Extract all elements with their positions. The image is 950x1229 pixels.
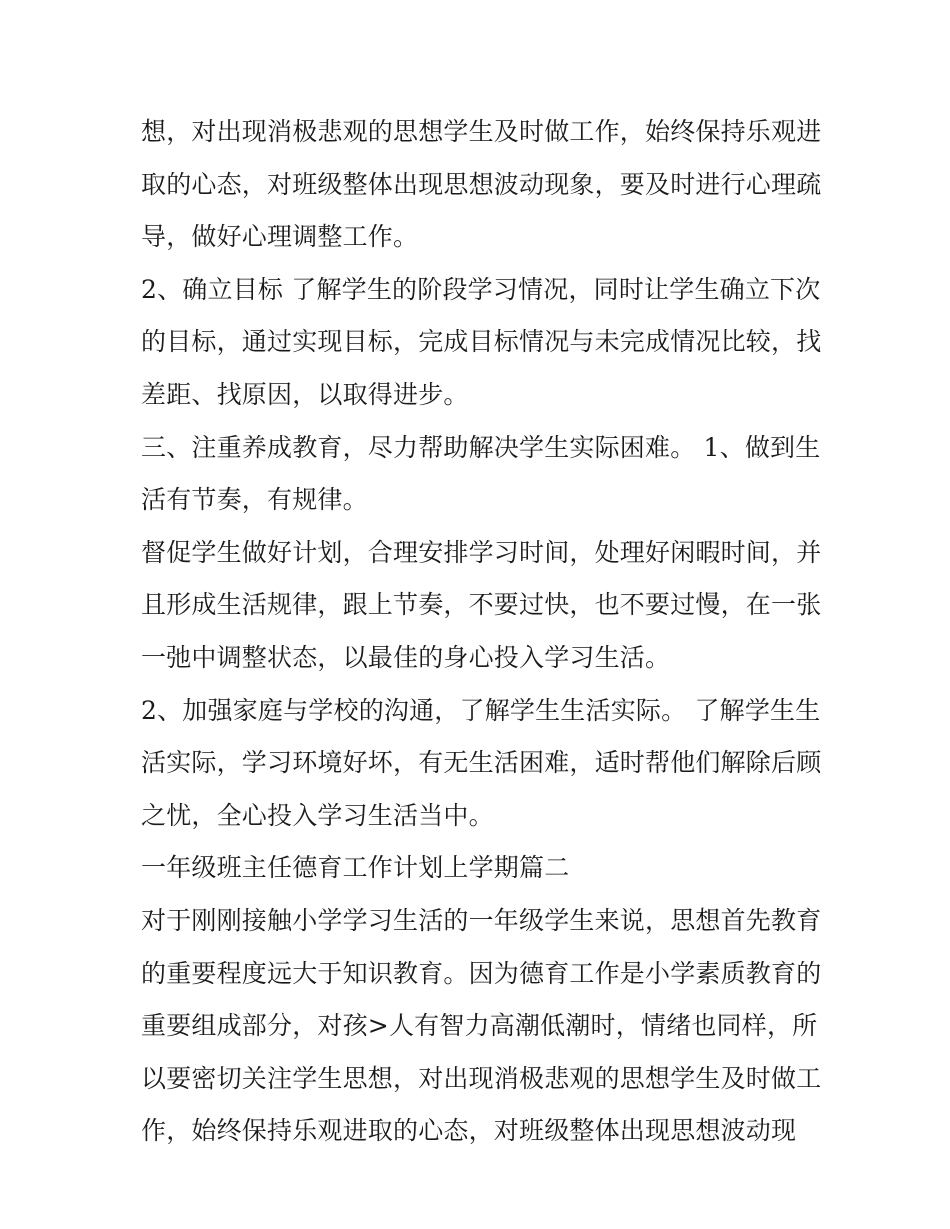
text-line: 一弛中调整状态，以最佳的身心投入学习生活。 — [141, 642, 671, 672]
text-line: 活有节奏，有规律。 — [141, 485, 368, 515]
text-line: 活实际，学习环境好坏，有无生活困难，适时帮他们解除后顾 — [141, 748, 822, 778]
text-line: 取的心态，对班级整体出现思想波动现象，要及时进行心理疏 — [141, 169, 822, 199]
text-line: 且形成生活规律，跟上节奏，不要过快，也不要过慢，在一张 — [141, 590, 822, 620]
text-line: 的重要程度远大于知识教育。因为德育工作是小学素质教育的 — [141, 958, 822, 988]
text-line: 2、确立目标 了解学生的阶段学习情况，同时让学生确立下次 — [141, 274, 821, 304]
text-line: 对于刚刚接触小学学习生活的一年级学生来说，思想首先教育 — [141, 905, 822, 935]
document-body — [141, 106, 822, 1158]
text-line: 导，做好心理调整工作。 — [141, 222, 419, 252]
text-line: 2、加强家庭与学校的沟通，了解学生生活实际。 了解学生生 — [141, 695, 821, 725]
section-heading: 一年级班主任德育工作计划上学期篇二 — [141, 853, 570, 883]
text-line: 想，对出现消极悲观的思想学生及时做工作，始终保持乐观进 — [141, 117, 822, 146]
text-line: 差距、找原因，以取得进步。 — [141, 379, 469, 409]
text-line: 作，始终保持乐观进取的心态，对班级整体出现思想波动现 — [141, 1116, 797, 1146]
text-line: 督促学生做好计划，合理安排学习时间，处理好闲暇时间，并 — [141, 537, 822, 567]
text-line: 的目标，通过实现目标，完成目标情况与未完成情况比较，找 — [141, 327, 822, 357]
text-line: 重要组成部分，对孩>人有智力高潮低潮时，情绪也同样，所 — [141, 1011, 818, 1041]
text-line: 以要密切关注学生思想，对出现消极悲观的思想学生及时做工 — [141, 1063, 822, 1093]
text-line: 之忧，全心投入学习生活当中。 — [141, 800, 494, 830]
text-line: 三、注重养成教育，尽力帮助解决学生实际困难。 1、做到生 — [141, 432, 821, 462]
